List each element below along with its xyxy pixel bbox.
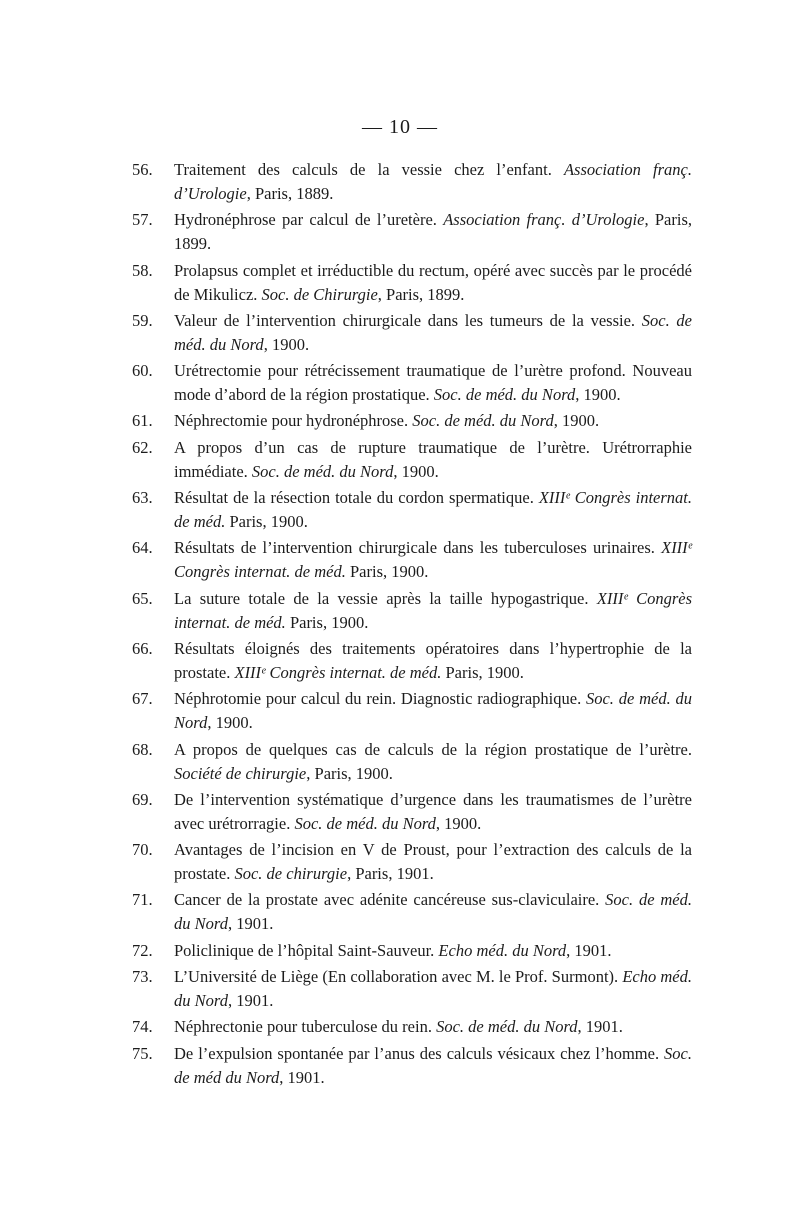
entry-text: Valeur de l’intervention chirurgicale dans les tumeurs de la vessie.: [174, 310, 642, 330]
entry-number: 70.: [132, 840, 153, 860]
entry-text: La suture totale de la vessie après la taille hypogastrique.: [174, 588, 597, 608]
bibliography-entry: [132, 536, 692, 584]
bibliography-entry: [132, 738, 692, 786]
entry-text: Avantages de l’incision en V de Proust, pour l’extraction des calculs de la prostate.: [174, 840, 692, 884]
entry-number: 72.: [132, 940, 153, 960]
entry-number: 63.: [132, 488, 153, 508]
entry-text: Résultats de l’intervention chirurgicale dans les tuberculoses urinaires.: [174, 538, 662, 558]
entry-text: , 1900.: [575, 385, 621, 405]
entry-source-italic: XIIIᵉ Congrès internat. de méd.: [174, 588, 692, 632]
bibliography-entry: [132, 1042, 692, 1090]
entry-source-italic: XIIIᵉ Congrès internat. de méd.: [174, 538, 692, 582]
bibliography-entry: [132, 687, 692, 735]
entry-text: , Paris, 1901.: [347, 864, 434, 884]
bibliography-entry: [132, 259, 692, 307]
bibliography-entry: [132, 486, 692, 534]
entry-number: 73.: [132, 967, 153, 987]
entry-text: Paris, 1900.: [441, 662, 524, 682]
entry-text: Paris, 1900.: [345, 562, 429, 582]
entry-source-italic: Soc. de méd. du Nord: [294, 813, 436, 833]
bibliography-entry: [132, 587, 692, 635]
entry-text: A propos de quelques cas de calculs de la région prostatique de l’urètre.: [174, 739, 692, 759]
bibliography-entry: [132, 939, 692, 963]
bibliography-entry: [132, 1015, 692, 1039]
entry-text: , 1900.: [207, 713, 253, 733]
entry-text: , Paris, 1899.: [174, 210, 692, 254]
entry-source-italic: Soc. de méd. du Nord: [433, 385, 576, 405]
entry-source-italic: Soc. de méd. du Nord: [412, 411, 554, 431]
entry-text: Résultat de la résection totale du cordon spermatique.: [174, 488, 539, 508]
bibliography-entry: [132, 309, 692, 357]
entry-text: , 1901.: [279, 1067, 325, 1087]
entry-text: , Paris, 1900.: [306, 763, 393, 783]
entry-text: Prolapsus complet et irréductible du rectum, opéré avec succès par le procédé de Mikulicz.: [174, 260, 692, 304]
bibliography-entry: [132, 965, 692, 1013]
entry-source-italic: Soc. de méd du Nord: [174, 1043, 692, 1087]
entry-source-italic: Soc. de méd. du Nord: [251, 461, 394, 481]
entry-text: Cancer de la prostate avec adénite cancéreuse sus-claviculaire.: [174, 890, 606, 910]
entry-text: , 1900.: [393, 461, 439, 481]
entry-source-italic: Soc. de chirurgie: [234, 864, 348, 884]
entry-number: 58.: [132, 260, 153, 280]
entry-source-italic: Soc. de méd. du Nord: [436, 1017, 578, 1037]
bibliography-entry: [132, 888, 692, 936]
entry-number: 71.: [132, 890, 153, 910]
entry-source-italic: Soc. de méd. du Nord: [174, 310, 693, 354]
entry-number: 59.: [132, 310, 153, 330]
entry-number: 65.: [132, 588, 153, 608]
entry-source-italic: Association franç. d’Urologie: [443, 210, 645, 230]
entry-source-italic: XIIIᵉ Congrès internat. de méd.: [174, 488, 693, 532]
entry-number: 66.: [132, 638, 153, 658]
entry-source-italic: Soc. de méd. du Nord: [174, 689, 692, 733]
entry-number: 68.: [132, 739, 153, 759]
entry-text: De l’expulsion spontanée par l’anus des calculs vésicaux chez l’homme.: [174, 1043, 665, 1063]
entry-text: De l’intervention systématique d’urgence dans les traumatismes de l’urètre avec urétrorragie.: [174, 789, 692, 833]
entry-text: , 1901.: [566, 940, 612, 960]
entry-text: Néphrectonie pour tuberculose du rein.: [174, 1017, 437, 1037]
entry-text: Hydronéphrose par calcul de l’uretère.: [174, 210, 444, 230]
bibliography-entry: [132, 409, 692, 433]
entry-source-italic: Echo méd. du Nord: [174, 967, 692, 1011]
entry-text: , 1900.: [553, 411, 600, 431]
entry-text: Policlinique de l’hôpital Saint-Sauveur.: [174, 940, 439, 960]
entry-text: L’Université de Liège (En collaboration avec M. le Prof. Surmont).: [174, 967, 623, 987]
entry-text: , Paris, 1889.: [246, 184, 334, 203]
entry-number: 60.: [132, 361, 153, 381]
entry-number: 69.: [132, 789, 153, 809]
entry-number: 56.: [132, 160, 153, 179]
bibliography-entry: [132, 158, 692, 206]
bibliography-entry: [132, 359, 692, 407]
entry-source-italic: Société de chirurgie: [174, 763, 307, 783]
entry-number: 61.: [132, 411, 153, 431]
bibliography-entry: [132, 788, 692, 836]
entry-text: Traitement des calculs de la vessie chez l’enfant.: [174, 160, 564, 179]
entry-number: 67.: [132, 689, 153, 709]
entry-text: Néphrectomie pour hydronéphrose.: [174, 411, 413, 431]
bibliography-entry: [132, 637, 692, 685]
bibliography-entry: [132, 208, 692, 256]
entry-source-italic: Echo méd. du Nord: [438, 940, 567, 960]
entry-text: A propos d’un cas de rupture traumatique de l’urètre. Urétrorraphie immédiate.: [174, 437, 692, 481]
entry-text: Paris, 1900.: [285, 612, 369, 632]
entry-text: Résultats éloignés des traitements opératoires dans l’hypertrophie de la prostate.: [174, 638, 692, 682]
entry-number: 62.: [132, 437, 153, 457]
entry-text: , 1901.: [227, 991, 274, 1011]
entry-source-italic: Soc. de Chirurgie: [261, 284, 378, 304]
entry-text: Urétrectomie pour rétrécissement traumatique de l’urètre profond. Nouveau mode d’abord de la région prostatique.: [174, 361, 692, 405]
entry-text: Néphrotomie pour calcul du rein. Diagnostic radiographique.: [174, 689, 586, 709]
bibliography-entry: [132, 838, 692, 886]
bibliography-list: [132, 158, 692, 1092]
entry-text: Paris, 1900.: [225, 512, 308, 532]
entry-source-italic: XIIIᵉ Congrès internat. de méd.: [234, 662, 442, 682]
entry-number: 64.: [132, 538, 153, 558]
entry-number: 74.: [132, 1017, 153, 1037]
entry-number: 75.: [132, 1043, 153, 1063]
entry-text: , 1900.: [263, 334, 310, 354]
page-number: — 10 —: [362, 116, 438, 138]
entry-text: , 1900.: [435, 813, 482, 833]
entry-text: , 1901.: [577, 1017, 623, 1037]
entry-source-italic: Association franç. d’Urologie: [174, 160, 692, 203]
bibliography-entry: [132, 436, 692, 484]
entry-number: 57.: [132, 210, 153, 230]
entry-text: , Paris, 1899.: [377, 284, 465, 304]
entry-source-italic: Soc. de méd. du Nord: [174, 890, 693, 934]
entry-text: , 1901.: [227, 914, 274, 934]
